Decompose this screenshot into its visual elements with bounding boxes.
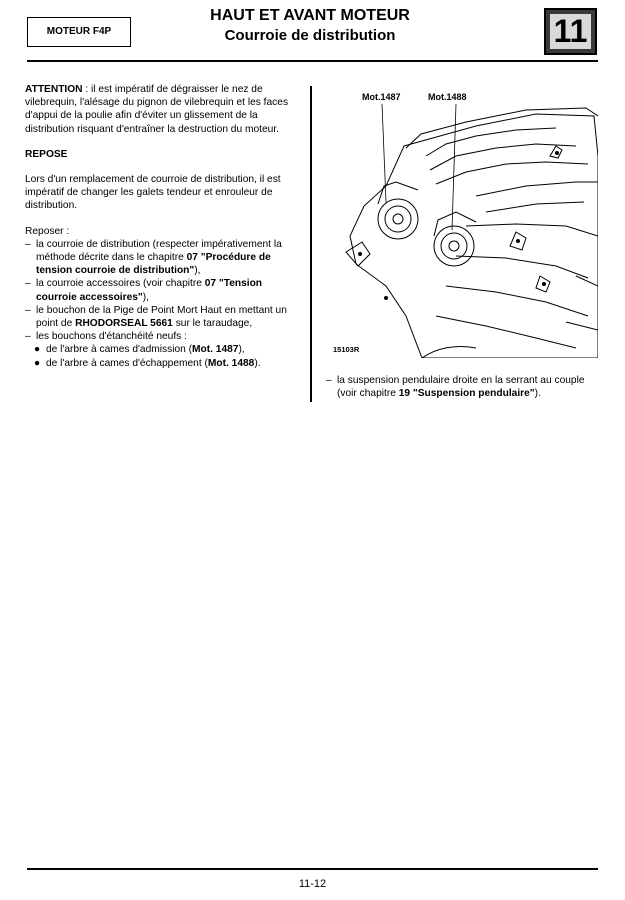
callout-mot-1487: Mot.1487 (362, 92, 401, 102)
item-bold: Mot. 1487 (192, 344, 239, 356)
dash-marker: – (326, 375, 332, 386)
bullet-icon: ● (34, 344, 41, 356)
item-text: la suspension pendulaire droite en la serrant au couple (voir chapitre (337, 375, 585, 400)
section-heading-text: REPOSE (25, 148, 68, 160)
list-item (25, 304, 297, 330)
figure-caption: 15103R (333, 345, 360, 354)
attention-paragraph (25, 83, 297, 136)
engine-label: MOTEUR F4P (27, 17, 131, 47)
bullet-icon: ● (34, 357, 41, 369)
sub-list (25, 343, 297, 369)
dash-marker: – (25, 278, 31, 290)
list-item (25, 238, 297, 278)
item-text: le bouchon de la Pige de Point Mort Haut en mettant un point de (36, 304, 287, 330)
item-bold: Mot. 1488 (207, 357, 255, 369)
item-text: la courroie accessoires (voir chapitre (36, 278, 205, 290)
item-bold: RHODORSEAL 5661 (75, 318, 173, 330)
item-text: la courroie de distribution (respecter impérativement la méthode décrite dans le chapitre (36, 238, 282, 264)
footer-rule (27, 868, 598, 870)
list-item (25, 330, 297, 343)
item-bold: 07 "Tension courroie accessoires" (36, 278, 263, 303)
attention-label: ATTENTION (25, 84, 83, 95)
subtitle: Courroie de distribution (224, 27, 396, 44)
item-text: ). (534, 388, 541, 400)
callout-mot-1488: Mot.1488 (428, 92, 467, 102)
list-item (326, 374, 598, 400)
item-text: ), (238, 344, 245, 356)
item-text: ), (194, 265, 201, 277)
section-heading (25, 148, 297, 161)
item-text: ), (142, 291, 149, 303)
item-text: les bouchons d'étanchéité neufs : (36, 331, 187, 343)
column-divider (310, 86, 312, 402)
header-rule (27, 60, 598, 62)
left-column (25, 83, 297, 370)
item-text: ). (254, 357, 261, 369)
item-bold: 07 "Procédure de tension courroie de distribution" (36, 252, 271, 277)
item-text: de l'arbre à cames d'échappement ( (46, 357, 208, 369)
intro-paragraph: Lors d'un remplacement de courroie de distribution, il est impératif de changer les galets tendeur et enrouleur de distribution. (25, 174, 281, 212)
right-column (326, 374, 598, 400)
item-bold: 19 "Suspension pendulaire" (398, 388, 535, 400)
item-text: de l'arbre à cames d'admission ( (46, 344, 193, 356)
sub-list-item (25, 357, 297, 370)
dash-marker: – (25, 304, 31, 316)
dash-marker: – (25, 238, 31, 250)
repose-list (25, 238, 297, 344)
title: HAUT ET AVANT MOTEUR (210, 7, 410, 24)
page-number: 11-12 (298, 878, 327, 890)
page-title (170, 6, 450, 46)
chapter-number: 11 (550, 14, 591, 49)
chapter-badge (544, 8, 597, 55)
attention-text: : il est impératif de dégraisser le nez de vilebrequin, l'alésage du pignon de vilebrequin et les faces d'appui de la poulie afin d'éviter un glissement de la distribution risquant d'entraîner la destruction du moteur. (25, 84, 289, 135)
list-item (25, 277, 297, 303)
reposer-label: Reposer : (25, 225, 70, 237)
engine-illustration (326, 86, 598, 358)
sub-list-item (25, 343, 297, 356)
dash-marker: – (25, 331, 31, 343)
item-text: sur le taraudage, (172, 318, 253, 330)
